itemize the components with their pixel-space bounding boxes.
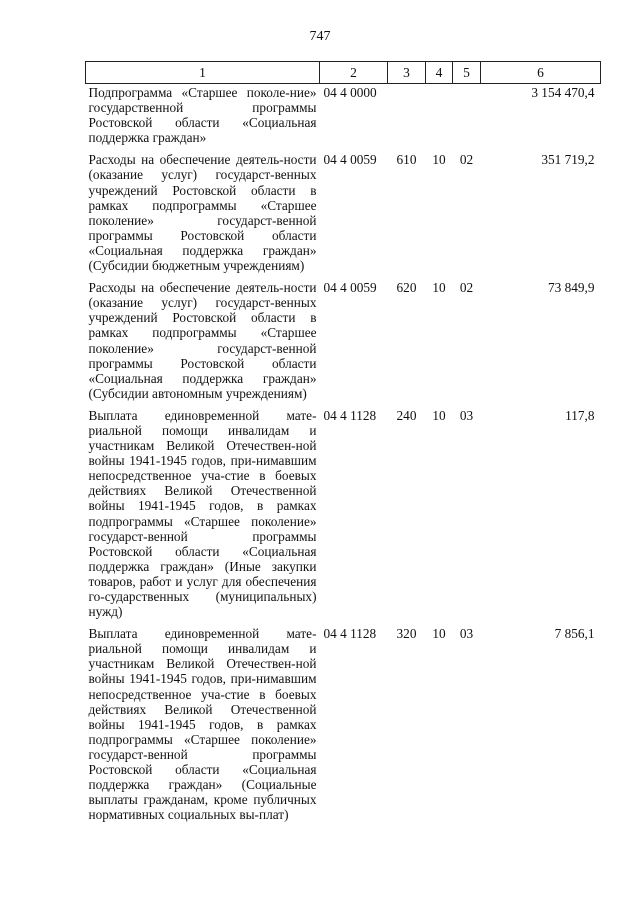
row-name: Выплата единовременной мате-риальной помощи инвалидам и участникам Великой Отечествен-ной войны 1941-1945 годов, при-нимавшим непосредственное уча-стие в боевых действиях Великой Отечественной войны 1941-1945 годов, в рамках подпрограммы «Старшее поколение» государст-венной программы Ростовской области «Социальная поддержка граждан» (Социальные выплаты гражданам, кроме публичных нормативных социальных вы-плат) [88,626,317,823]
table-header-row [86,62,601,84]
row-expense-type: 240 [396,407,417,423]
row-target-code: 04 4 0059 [323,280,377,296]
row-subsection: 02 [459,280,474,296]
page-number: 747 [309,29,331,44]
row-target-code: 04 4 0000 [323,85,377,100]
budget-table [85,61,601,828]
row-name: Расходы на обеспечение деятель-ности (оказание услуг) государст-венных учреждений Ростовской области в рамках подпрограммы «Старшее поколение» государст-венной программы Ростовской области «Социальная поддержка граждан» (Субсидии автономным учреждениям) [88,280,317,401]
row-section: 10 [432,152,446,168]
row-section: 10 [432,407,446,423]
column-header-3: 3 [388,62,426,84]
row-name: Выплата единовременной мате-риальной помощи инвалидам и участникам Великой Отечествен-ной войны 1941-1945 годов, при-нимавшим непосредственное уча-стие в боевых действиях Великой Отечественной войны 1941-1945 годов, в рамках подпрограммы «Старшее поколение» государст-венной программы Ростовской области «Социальная поддержка граждан» (Иные закупки товаров, работ и услуг для обеспечения го-сударственных (муниципальных) нужд) [88,407,317,620]
row-amount: 73 849,9 [547,280,595,296]
row-amount: 351 719,2 [541,152,595,168]
column-header-6: 6 [481,62,601,84]
table-row [86,625,601,828]
column-header-5: 5 [453,62,481,84]
row-name: Подпрограмма «Старшее поколе-ние» государственной программы Ростовской области «Социальная поддержка граждан» [88,85,317,146]
row-subsection: 03 [459,407,474,423]
column-header-1: 1 [86,62,320,84]
row-section: 10 [432,626,446,642]
row-section [426,84,453,152]
row-expense-type: 610 [396,152,417,168]
table-row [86,84,601,152]
row-expense-type [388,84,426,152]
row-subsection: 02 [459,152,474,168]
row-name: Расходы на обеспечение деятель-ности (оказание услуг) государст-венных учреждений Ростовской области в рамках подпрограммы «Старшее поколение» государст-венной программы Ростовской области «Социальная поддержка граждан» (Субсидии бюджетным учреждениям) [88,152,317,274]
column-header-4: 4 [426,62,453,84]
row-target-code: 04 4 1128 [323,626,377,642]
row-target-code: 04 4 1128 [323,407,377,423]
row-expense-type: 320 [396,626,417,642]
row-amount: 7 856,1 [554,626,595,642]
row-amount: 3 154 470,4 [531,85,595,100]
row-subsection: 03 [459,626,474,642]
row-subsection [453,84,481,152]
table-row [86,407,601,625]
row-section: 10 [432,280,446,296]
table-row [86,151,601,279]
row-amount: 117,8 [565,407,595,423]
column-header-2: 2 [320,62,388,84]
row-target-code: 04 4 0059 [323,152,377,168]
table-row [86,279,601,407]
row-expense-type: 620 [396,280,417,296]
